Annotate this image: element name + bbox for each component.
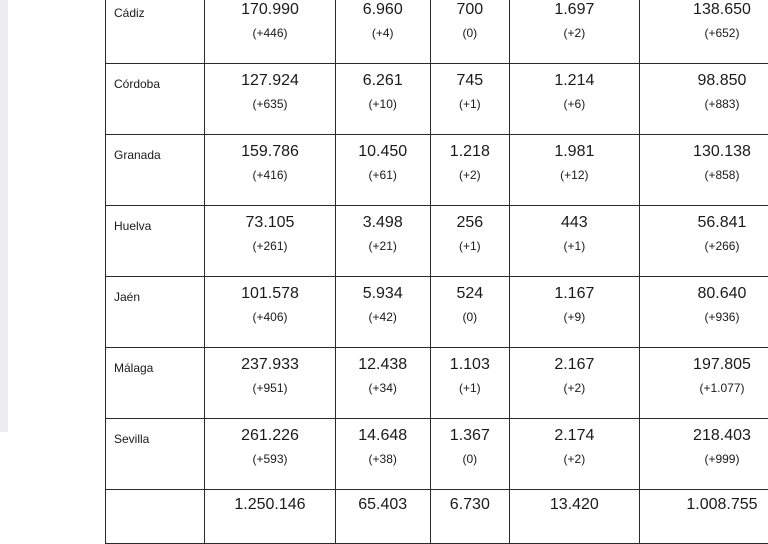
- cell-value: 14.648: [336, 427, 430, 445]
- table-row: [106, 135, 768, 206]
- cell: [639, 277, 768, 348]
- cell-value: 1.218: [431, 143, 509, 161]
- cell-value: 2.167: [510, 356, 639, 374]
- cell-delta: (+2): [510, 452, 639, 466]
- cell-delta: (+1): [431, 239, 509, 253]
- cell-delta: (+406): [205, 310, 334, 324]
- cell-value: 65.403: [336, 496, 430, 514]
- data-table-container: [105, 0, 768, 544]
- cell-delta: (+883): [640, 97, 768, 111]
- cell: [335, 206, 430, 277]
- cell: [430, 64, 509, 135]
- cell: [509, 64, 639, 135]
- cell-delta: (+2): [431, 168, 509, 182]
- cell-value: 73.105: [205, 214, 334, 232]
- cell: [205, 64, 335, 135]
- cell-delta: (+266): [640, 239, 768, 253]
- table-row: [106, 419, 768, 490]
- cell-value: 13.420: [510, 496, 639, 514]
- cell-value: 3.498: [336, 214, 430, 232]
- cell: [639, 348, 768, 419]
- table-row: [106, 206, 768, 277]
- cell-delta: (+936): [640, 310, 768, 324]
- cell-value: 1.250.146: [205, 496, 334, 514]
- cell-delta: (+12): [510, 168, 639, 182]
- cell-value: 159.786: [205, 143, 334, 161]
- cell: [509, 135, 639, 206]
- cell: [509, 490, 639, 544]
- province-name: Huelva: [106, 206, 205, 277]
- cell: [430, 135, 509, 206]
- cell: [430, 206, 509, 277]
- province-name: Granada: [106, 135, 205, 206]
- cell: [639, 135, 768, 206]
- cell-value: 138.650: [640, 1, 768, 19]
- cell: [509, 0, 639, 64]
- cell: [509, 277, 639, 348]
- cell: [430, 490, 509, 544]
- cell-value: 101.578: [205, 285, 334, 303]
- cell: [205, 490, 335, 544]
- cell: [335, 135, 430, 206]
- cell-value: 700: [431, 1, 509, 19]
- province-name: [106, 490, 205, 544]
- table-row: [106, 277, 768, 348]
- cell-value: 237.933: [205, 356, 334, 374]
- table-row: [106, 64, 768, 135]
- cell-value: 127.924: [205, 72, 334, 90]
- cell: [335, 0, 430, 64]
- province-name: Málaga: [106, 348, 205, 419]
- cell-value: 1.214: [510, 72, 639, 90]
- cell: [205, 419, 335, 490]
- cell-value: 256: [431, 214, 509, 232]
- cell-delta: (+1): [431, 97, 509, 111]
- cell: [430, 277, 509, 348]
- cell: [335, 348, 430, 419]
- cell-delta: (+61): [336, 168, 430, 182]
- cell: [509, 348, 639, 419]
- cell-delta: (0): [431, 26, 509, 40]
- cell-value: 10.450: [336, 143, 430, 161]
- province-name: Cádiz: [106, 0, 205, 64]
- cell-delta: (+2): [510, 381, 639, 395]
- cell-delta: (+1.077): [640, 381, 768, 395]
- table-row: [106, 348, 768, 419]
- cell-delta: (+42): [336, 310, 430, 324]
- data-table: [105, 0, 768, 544]
- province-name: Córdoba: [106, 64, 205, 135]
- cell-delta: (0): [431, 452, 509, 466]
- cell-delta: (+6): [510, 97, 639, 111]
- cell-value: 12.438: [336, 356, 430, 374]
- cell-delta: (+951): [205, 381, 334, 395]
- cell: [639, 64, 768, 135]
- page-left-gutter: [0, 0, 8, 432]
- cell: [205, 135, 335, 206]
- cell: [639, 206, 768, 277]
- cell: [430, 0, 509, 64]
- cell: [639, 419, 768, 490]
- cell-value: 5.934: [336, 285, 430, 303]
- cell: [205, 206, 335, 277]
- cell: [335, 64, 430, 135]
- province-name: Sevilla: [106, 419, 205, 490]
- cell-value: 197.805: [640, 356, 768, 374]
- cell-delta: (+593): [205, 452, 334, 466]
- cell: [205, 277, 335, 348]
- cell-value: 1.697: [510, 1, 639, 19]
- cell-value: 1.981: [510, 143, 639, 161]
- cell-delta: (+652): [640, 26, 768, 40]
- cell-value: 745: [431, 72, 509, 90]
- cell-delta: (+10): [336, 97, 430, 111]
- cell-value: 1.008.755: [640, 496, 768, 514]
- cell-value: 218.403: [640, 427, 768, 445]
- cell: [509, 419, 639, 490]
- cell: [430, 348, 509, 419]
- table-row-partial: [106, 490, 768, 544]
- cell-delta: (+999): [640, 452, 768, 466]
- cell-value: 1.167: [510, 285, 639, 303]
- cell-value: 80.640: [640, 285, 768, 303]
- cell: [335, 419, 430, 490]
- cell-delta: (0): [431, 310, 509, 324]
- cell-value: 1.103: [431, 356, 509, 374]
- cell-delta: (+21): [336, 239, 430, 253]
- cell-value: 443: [510, 214, 639, 232]
- cell-value: 170.990: [205, 1, 334, 19]
- cell-value: 1.367: [431, 427, 509, 445]
- cell-value: 261.226: [205, 427, 334, 445]
- cell: [509, 206, 639, 277]
- cell-value: 524: [431, 285, 509, 303]
- cell: [335, 277, 430, 348]
- cell: [639, 0, 768, 64]
- cell-delta: (+34): [336, 381, 430, 395]
- cell-value: 6.730: [431, 496, 509, 514]
- cell-delta: (+635): [205, 97, 334, 111]
- cell-delta: (+2): [510, 26, 639, 40]
- cell-delta: (+416): [205, 168, 334, 182]
- cell: [430, 419, 509, 490]
- cell-delta: (+261): [205, 239, 334, 253]
- cell-delta: (+9): [510, 310, 639, 324]
- cell: [639, 490, 768, 544]
- cell-value: 130.138: [640, 143, 768, 161]
- cell-delta: (+858): [640, 168, 768, 182]
- cell: [205, 348, 335, 419]
- cell-value: 98.850: [640, 72, 768, 90]
- cell-value: 56.841: [640, 214, 768, 232]
- cell-value: 6.261: [336, 72, 430, 90]
- cell-delta: (+1): [510, 239, 639, 253]
- cell: [335, 490, 430, 544]
- cell-value: 2.174: [510, 427, 639, 445]
- province-name: Jaén: [106, 277, 205, 348]
- cell-delta: (+1): [431, 381, 509, 395]
- cell-delta: (+4): [336, 26, 430, 40]
- cell-value: 6.960: [336, 1, 430, 19]
- table-row: [106, 0, 768, 64]
- cell-delta: (+38): [336, 452, 430, 466]
- cell-delta: (+446): [205, 26, 334, 40]
- cell: [205, 0, 335, 64]
